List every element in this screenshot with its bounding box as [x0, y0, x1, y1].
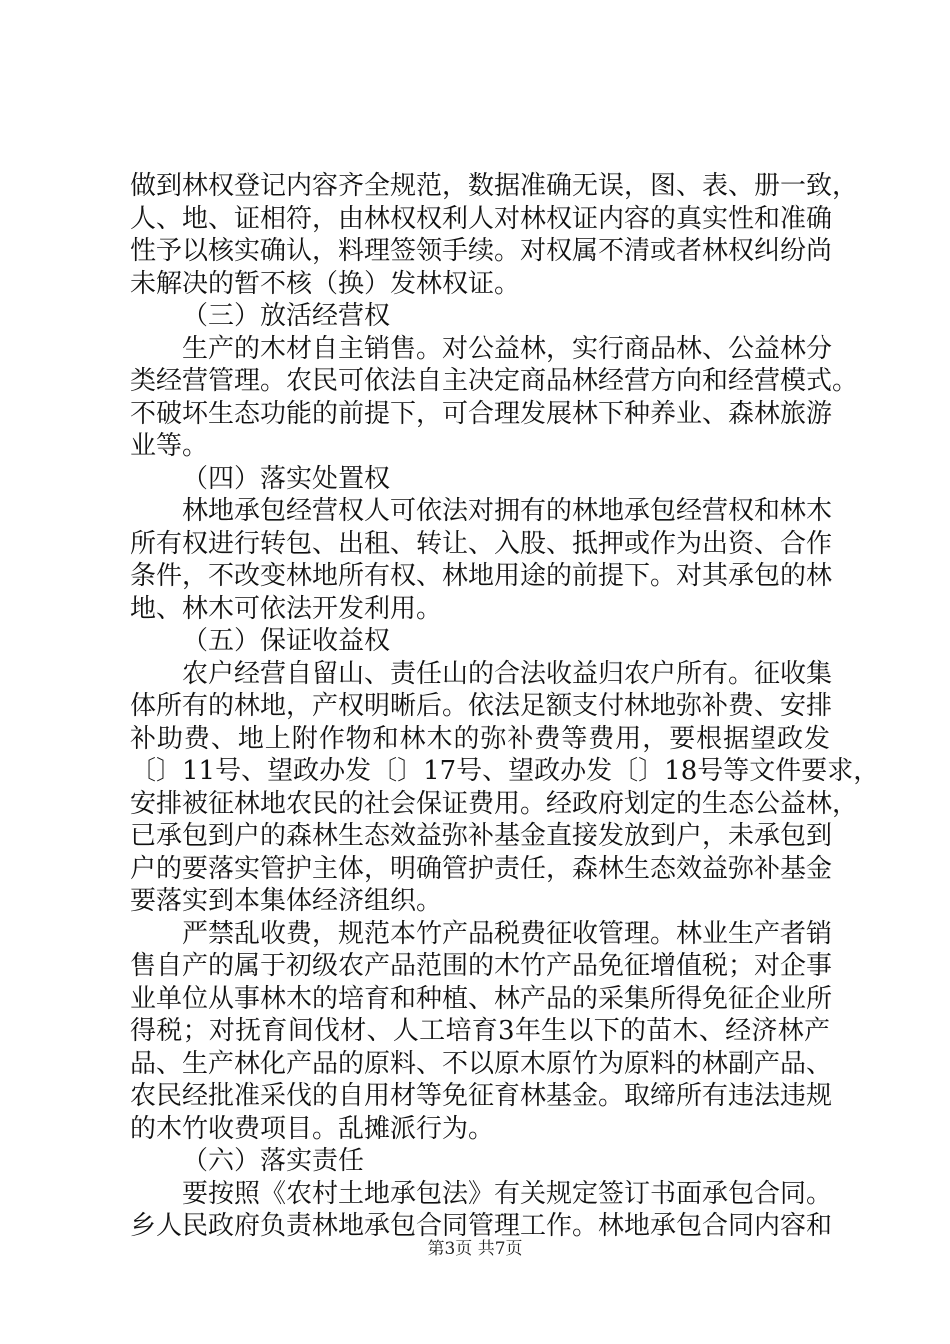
paragraph-line: 安排被征林地农民的社会保证费用。经政府划定的生态公益林，	[130, 788, 859, 819]
section-heading: （四）落实处置权	[182, 463, 391, 494]
paragraph-line: 农民经批准采伐的自用材等免征育林基金。取缔所有违法违规	[130, 1081, 833, 1111]
paragraph-line: 业等。	[130, 431, 209, 461]
paragraph-line: 要按照《农村土地承包法》有关规定签订书面承包合同。	[182, 1178, 833, 1209]
paragraph-line: 户的要落实管护主体，明确管护责任，森林生态效益弥补基金	[130, 853, 833, 884]
paragraph-line: 做到林权登记内容齐全规范，数据准确无误，图、表、册一致，	[130, 171, 859, 201]
section-heading: （五）保证收益权	[182, 626, 391, 656]
paragraph-line: 要落实到本集体经济组织。	[130, 886, 443, 916]
paragraph-line: 〔〕11号、望政办发〔〕17号、望政办发〔〕18号等文件要求，	[130, 756, 880, 786]
paragraph-line: 补助费、地上附作物和林木的弥补费等费用，要根据望政发	[130, 723, 830, 754]
section-heading: （三）放活经营权	[182, 301, 391, 331]
paragraph-line: 售自产的属于初级农产品范围的木竹产品免征增值税；对企事	[130, 951, 833, 981]
page-footer: 第3页 共7页	[427, 1239, 523, 1259]
paragraph-line: 性予以核实确认，料理签领手续。对权属不清或者林权纠纷尚	[130, 236, 833, 266]
paragraph-line: 得税；对抚育间伐材、人工培育3年生以下的苗木、经济林产	[130, 1016, 830, 1046]
paragraph-line: 已承包到户的森林生态效益弥补基金直接发放到户，未承包到	[130, 821, 833, 851]
paragraph-line: 品、生产林化产品的原料、不以原木原竹为原料的林副产品、	[130, 1048, 833, 1079]
paragraph-line: 生产的木材自主销售。对公益林，实行商品林、公益林分	[182, 333, 833, 364]
paragraph-line: 乡人民政府负责林地承包合同管理工作。林地承包合同内容和	[130, 1211, 833, 1241]
paragraph-line: 所有权进行转包、出租、转让、入股、抵押或作为出资、合作	[130, 528, 833, 559]
paragraph-line: 未解决的暂不核（换）发林权证。	[130, 268, 521, 299]
paragraph-line: 的木竹收费项目。乱摊派行为。	[130, 1113, 495, 1144]
paragraph-line: 条件，不改变林地所有权、林地用途的前提下。对其承包的林	[130, 561, 833, 591]
paragraph-line: 体所有的林地，产权明晰后。依法足额支付林地弥补费、安排	[130, 691, 833, 721]
body-text	[130, 170, 880, 1243]
paragraph-line: 业单位从事林木的培育和种植、林产品的采集所得免征企业所	[130, 983, 833, 1014]
paragraph-line: 严禁乱收费，规范本竹产品税费征收管理。林业生产者销	[182, 918, 833, 949]
paragraph-line: 类经营管理。农民可依法自主决定商品林经营方向和经营模式。	[130, 366, 859, 396]
paragraph-line: 农户经营自留山、责任山的合法收益归农户所有。征收集	[182, 658, 833, 689]
section-heading: （六）落实责任	[182, 1146, 365, 1176]
paragraph-line: 不破坏生态功能的前提下，可合理发展林下种养业、森林旅游	[130, 398, 833, 429]
paragraph-line: 地、林木可依法开发利用。	[130, 593, 443, 624]
paragraph-line: 林地承包经营权人可依法对拥有的林地承包经营权和林木	[182, 496, 833, 526]
paragraph-line: 人、地、证相符，由林权权利人对林权证内容的真实性和准确	[130, 203, 833, 234]
